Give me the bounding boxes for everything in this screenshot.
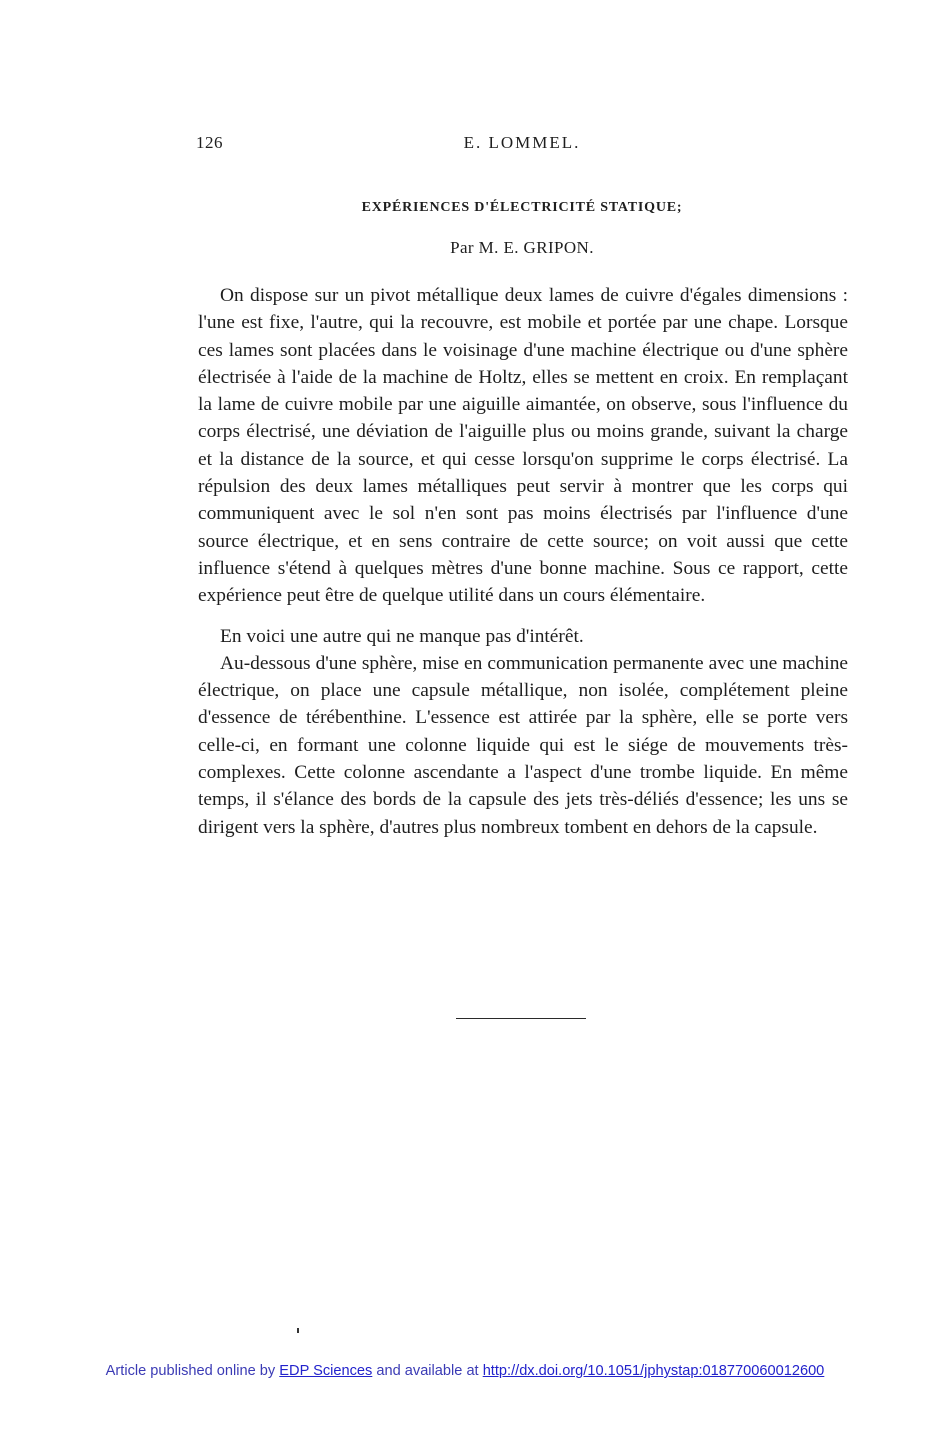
running-head <box>196 133 848 157</box>
page-number: 126 <box>196 133 223 152</box>
article-body <box>198 282 848 841</box>
doi-link[interactable]: http://dx.doi.org/10.1051/jphystap:018770060012600 <box>482 1363 825 1379</box>
running-title: E. LOMMEL. <box>463 133 581 152</box>
edp-sciences-link[interactable]: EDP Sciences <box>279 1363 373 1379</box>
article-title: EXPÉRIENCES D'ÉLECTRICITÉ STATIQUE; <box>361 200 683 215</box>
paragraph: Au-dessous d'une sphère, mise en communication permanente avec une machine électrique, on place une capsule métallique, non isolée, complétement pleine d'essence de térébenthine. L'essence est attirée par la sphère, elle se porte vers celle-ci, en formant une colonne liquide qui est le siége de mouvements très-complexes. Cette colonne ascendante a l'aspect d'une trombe liquide. En même temps, il s'élance des bords de la capsule des jets très-déliés d'essence; les uns se dirigent vers la sphère, d'autres plus nombreux tombent en dehors de la capsule. <box>198 652 848 838</box>
paragraph: En voici une autre qui ne manque pas d'intérêt. <box>220 625 584 647</box>
scan-mark <box>297 1328 299 1333</box>
footer-middle: and available at <box>376 1363 479 1379</box>
paragraph: On dispose sur un pivot métallique deux lames de cuivre d'égales dimensions : l'une est fixe, l'autre, qui la recouvre, est mobile et portée par une chape. Lorsque ces lames sont placées dans le voisinage d'une machine électrique ou d'une sphère électrisée à l'aide de la machine de Holtz, elles se mettent en croix. En remplaçant la lame de cuivre mobile par une aiguille aimantée, on observe, sous l'influence du corps électrisé, une déviation de l'aiguille plus ou moins grande, suivant la charge et la distance de la source, et qui cesse lorsqu'on supprime le corps électrisé. La répulsion des deux lames métalliques peut servir à montrer que les corps qui communiquent avec le sol n'en sont pas moins électrisés par l'influence d'une source électrique, et en sens contraire de cette source; on voit aussi que cette influence s'étend à quelques mètres d'une bonne machine. Sous ce rapport, cette expérience peut être de quelque utilité dans un cours élémentaire. <box>198 285 848 607</box>
author-byline: Par M. E. GRIPON. <box>450 238 594 257</box>
publication-footer <box>0 1363 930 1379</box>
end-rule <box>456 1018 586 1019</box>
footer-prefix: Article published online by <box>105 1363 276 1379</box>
